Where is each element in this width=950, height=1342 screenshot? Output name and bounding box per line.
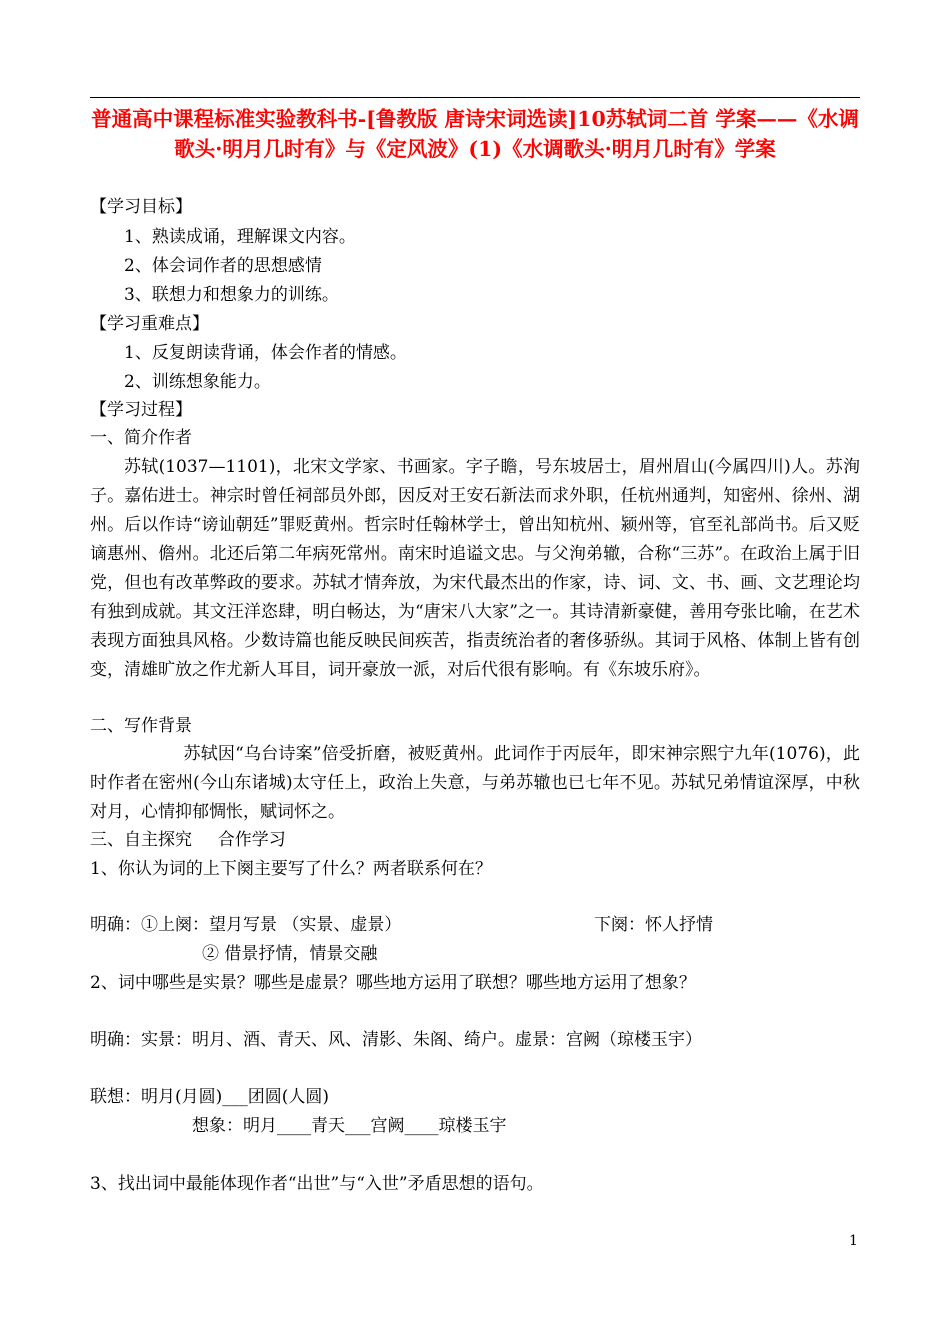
header-rule	[90, 97, 860, 98]
intro-heading: 一、简介作者	[90, 428, 192, 448]
objective-item: 2、体会词作者的思想感情	[124, 256, 322, 276]
objective-item: 3、联想力和想象力的训练。	[124, 285, 339, 305]
answer-1-right: 下阕：怀人抒情	[594, 915, 713, 935]
answer-1-line2: ② 借景抒情，情景交融	[202, 944, 378, 964]
background-heading: 二、写作背景	[90, 716, 192, 736]
answer-2: 明确：实景：明月、酒、青天、风、清影、朱阁、绮户。虚景：宫阙（琼楼玉宇）	[90, 1030, 702, 1050]
association-line: 联想：明月(月圆)___团圆(人圆)	[90, 1087, 330, 1107]
difficulty-item: 2、训练想象能力。	[124, 372, 271, 392]
process-heading: 【学习过程】	[90, 400, 192, 420]
difficulty-item: 1、反复朗读背诵，体会作者的情感。	[124, 343, 407, 363]
objectives-heading: 【学习目标】	[90, 197, 192, 217]
question-3: 3、找出词中最能体现作者“出世”与“入世”矛盾思想的语句。	[90, 1174, 544, 1194]
imagination-line: 想象：明月____青天___宫阙____琼楼玉宇	[192, 1116, 507, 1136]
answer-1-left: 明确：①上阕：望月写景 （实景、虚景）	[90, 915, 402, 935]
objective-item: 1、熟读成诵，理解课文内容。	[124, 227, 356, 247]
page-number: 1	[849, 1233, 858, 1249]
explore-heading: 三、自主探究 合作学习	[90, 830, 286, 850]
difficulties-heading: 【学习重难点】	[90, 314, 209, 334]
author-intro-paragraph: 苏轼(1037—1101)，北宋文学家、书画家。字子瞻，号东坡居士，眉州眉山(今属四川)人。苏洵子。嘉佑进士。神宗时曾任祠部员外郎，因反对王安石新法而求外职，任杭州通判，知密州、徐州、湖州。后以作诗“谤讪朝廷”罪贬黄州。哲宗时任翰林学士，曾出知杭州、颍州等，官至礼部尚书。后又贬谪惠州、儋州。北还后第二年病死常州。南宋时追谥文忠。与父洵弟辙，合称“三苏”。在政治上属于旧党，但也有改革弊政的要求。苏轼才情奔放，为宋代最杰出的作家，诗、词、文、书、画、文艺理论均有独到成就。其文汪洋恣肆，明白畅达，为“唐宋八大家”之一。其诗清新豪健，善用夸张比喻，在艺术表现方面独具风格。少数诗篇也能反映民间疾苦，指责统治者的奢侈骄纵。其词于风格、体制上皆有创变，清雄旷放之作尤新人耳目，词开豪放一派，对后代很有影响。有《东坡乐府》。	[90, 457, 860, 680]
background-paragraph: 苏轼因“乌台诗案”倍受折磨，被贬黄州。此词作于丙辰年，即宋神宗熙宁九年(1076)，此时作者在密州(今山东诸城)太守任上，政治上失意，与弟苏辙也已七年不见。苏轼兄弟情谊深厚，中秋对月，心情抑郁惆怅，赋词怀之。	[90, 744, 860, 822]
question-1: 1、你认为词的上下阕主要写了什么？两者联系何在？	[90, 859, 492, 879]
page-title: 普通高中课程标准实验教科书-[鲁教版 唐诗宋词选读]10苏轼词二首 学案——《水调歌头·明月几时有》与《定风波》(1)《水调歌头·明月几时有》学案	[91, 107, 859, 161]
question-2: 2、词中哪些是实景？哪些是虚景？哪些地方运用了联想？哪些地方运用了想象？	[90, 973, 696, 993]
